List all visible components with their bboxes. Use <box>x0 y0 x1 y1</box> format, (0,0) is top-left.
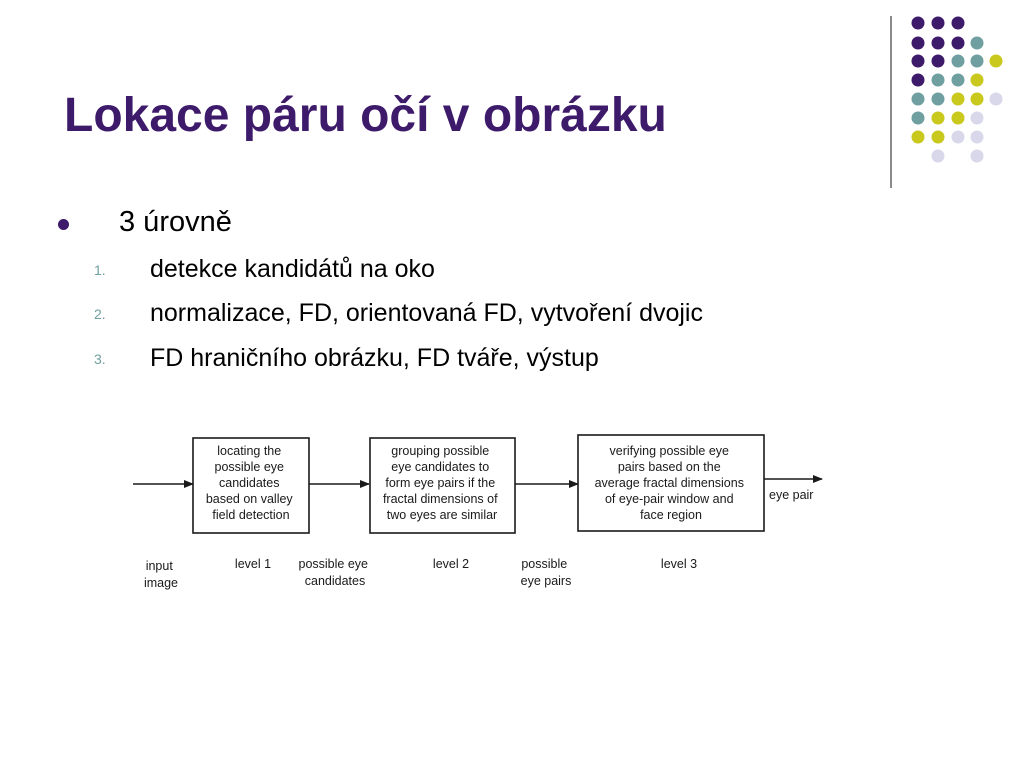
label-line: candidates <box>304 574 366 588</box>
level2-box-text <box>383 444 501 522</box>
box-line: face region <box>640 508 702 522</box>
numbered-item-text: normalizace, FD, orientovaná FD, vytvoření dvojic <box>150 299 703 327</box>
bullet-text: 3 úrovně <box>119 206 232 238</box>
slide-title: Lokace páru očí v obrázku <box>64 89 667 142</box>
label-line: input <box>145 559 173 573</box>
box-line: candidates <box>219 476 280 490</box>
number-label: 2. <box>94 306 106 322</box>
possible-eye-pairs-label <box>521 557 572 588</box>
label-line: image <box>143 576 179 590</box>
box-line: fractal dimensions of <box>382 492 498 506</box>
level1-box-text <box>206 444 296 522</box>
number-label: 3. <box>94 351 106 367</box>
output-label: eye pair <box>769 488 814 502</box>
input-image-label <box>144 559 178 590</box>
level1-label: level 1 <box>234 557 272 571</box>
possible-eye-candidates-label <box>299 557 372 588</box>
numbered-item-text: detekce kandidátů na oko <box>150 255 435 283</box>
box-line: field detection <box>212 508 290 522</box>
box-line: verifying possible eye <box>609 444 730 458</box>
box-line: eye candidates to <box>391 460 490 474</box>
numbered-item-text: FD hraničního obrázku, FD tváře, výstup <box>150 344 599 372</box>
box-line: form eye pairs if the <box>385 476 496 490</box>
label-line: possible eye <box>298 557 369 571</box>
box-line: pairs based on the <box>617 460 721 474</box>
level2-label: level 2 <box>432 557 470 571</box>
label-line: possible <box>521 557 568 571</box>
box-line: average fractal dimensions <box>594 476 744 490</box>
box-line: of eye-pair window and <box>604 492 734 506</box>
level3-label: level 3 <box>660 557 698 571</box>
number-label: 1. <box>94 262 106 278</box>
box-line: two eyes are similar <box>386 508 498 522</box>
box-line: locating the <box>217 444 282 458</box>
label-line: eye pairs <box>520 574 572 588</box>
box-line: possible eye <box>214 460 285 474</box>
box-line: based on valley <box>205 492 293 506</box>
box-line: grouping possible <box>391 444 490 458</box>
